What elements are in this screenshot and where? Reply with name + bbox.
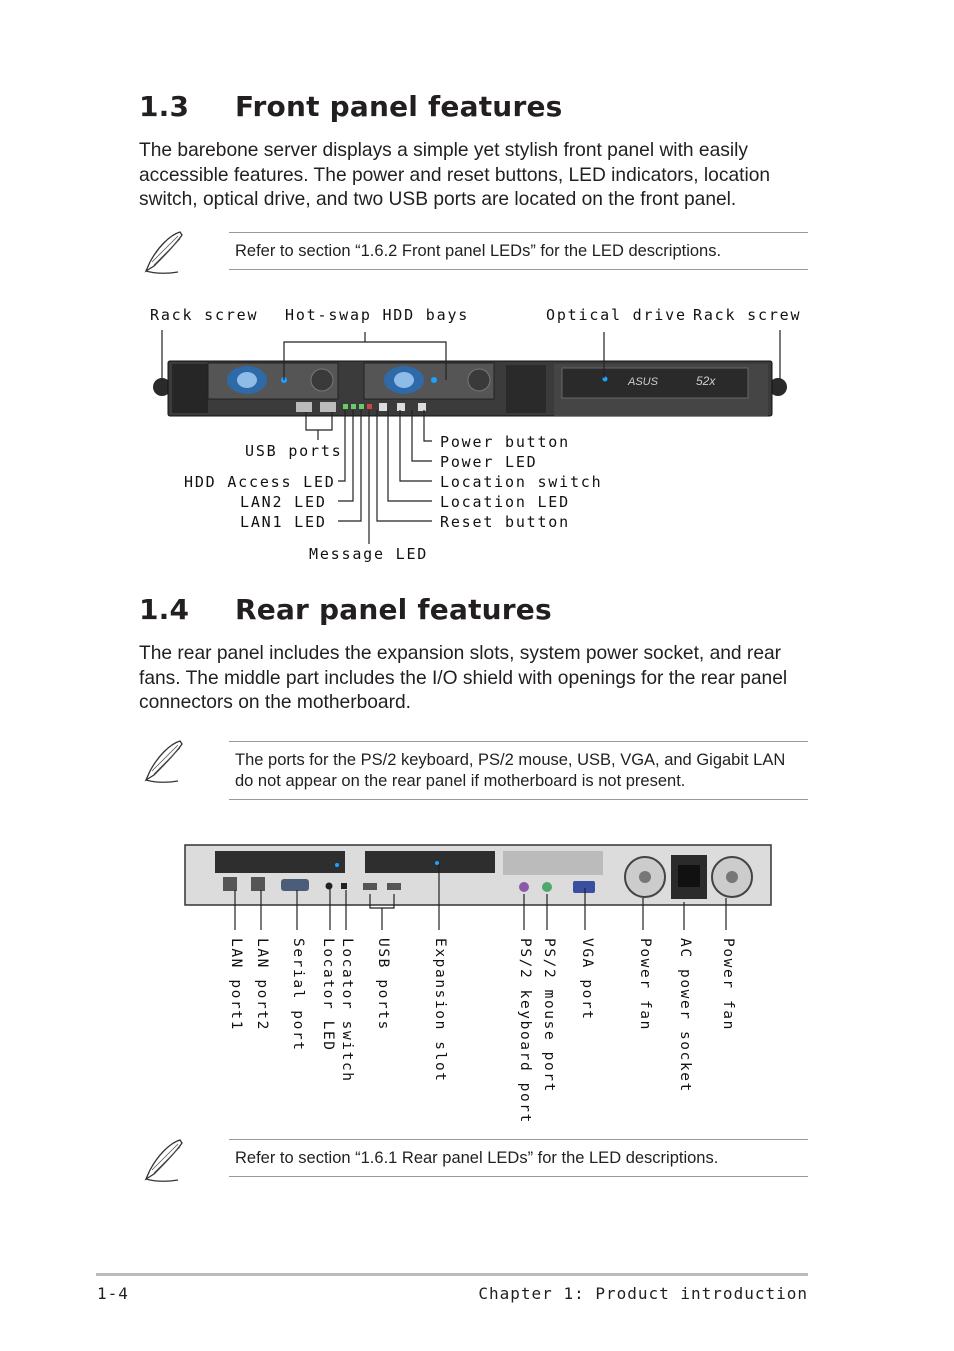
- label-lan2-led: LAN2 LED: [240, 493, 327, 511]
- rear-leader-lines: [0, 860, 954, 960]
- label-locator-switch: Locator switch: [339, 938, 355, 1083]
- label-message-led: Message LED: [309, 545, 429, 563]
- label-lan1-led: LAN1 LED: [240, 513, 327, 531]
- rear-note: [229, 741, 808, 800]
- drive-speed-text: 52x: [696, 374, 716, 388]
- label-ps2-keyboard-port: PS/2 keyboard port: [517, 938, 533, 1124]
- label-power-fan-1: Power fan: [637, 938, 653, 1031]
- label-locator-led: Locator LED: [320, 938, 336, 1052]
- label-power-led: Power LED: [440, 453, 538, 471]
- section-title: Rear panel features: [235, 593, 552, 626]
- label-ps2-mouse-port: PS/2 mouse port: [541, 938, 557, 1093]
- label-usb-ports-rear: USB ports: [375, 938, 391, 1031]
- note-pencil-icon: [140, 1137, 186, 1185]
- label-serial-port: Serial port: [290, 938, 306, 1052]
- rear-note-2-text: Refer to section “1.6.1 Rear panel LEDs” for the LED descriptions.: [235, 1149, 719, 1167]
- section-title: Front panel features: [235, 90, 563, 123]
- label-expansion-slot: Expansion slot: [432, 938, 448, 1083]
- chapter-title: Chapter 1: Product introduction: [478, 1284, 808, 1303]
- note-pencil-icon: [140, 738, 186, 786]
- front-paragraph: The barebone server displays a simple yet stylish front panel with easily accessible features. The power and reset buttons, LED indicators, location switch, optical drive, and two USB ports are located on the front panel.: [139, 140, 771, 210]
- footer-rule: [96, 1273, 808, 1276]
- label-power-fan-2: Power fan: [720, 938, 736, 1031]
- label-location-led: Location LED: [440, 493, 570, 511]
- label-rack-screw-left: Rack screw: [150, 306, 259, 324]
- page-number: 1-4: [97, 1284, 129, 1303]
- label-hot-swap-hdd-bays: Hot-swap HDD bays: [285, 306, 470, 324]
- section-number: 1.4: [139, 593, 190, 626]
- rear-paragraph: The rear panel includes the expansion slots, system power socket, and rear fans. The middle part includes the I/O shield with openings for the rear panel connectors on the motherboard.: [139, 643, 788, 713]
- label-vga-port: VGA port: [579, 938, 595, 1021]
- label-lan-port2: LAN port2: [254, 938, 270, 1031]
- label-power-button: Power button: [440, 433, 570, 451]
- section-heading-rear: [139, 593, 839, 629]
- label-rack-screw-right: Rack screw: [693, 306, 802, 324]
- rear-note-text: The ports for the PS/2 keyboard, PS/2 mouse, USB, VGA, and Gigabit LAN do not appear on the rear panel if motherboard is not present.: [235, 751, 786, 790]
- label-location-switch: Location switch: [440, 473, 603, 491]
- label-ac-power-socket: AC power socket: [677, 938, 693, 1093]
- label-usb-ports-front: USB ports: [245, 442, 343, 460]
- label-reset-button: Reset button: [440, 513, 570, 531]
- rear-note-2: [229, 1139, 808, 1177]
- section-number: 1.3: [139, 90, 190, 123]
- drive-brand-text: ASUS: [628, 376, 658, 388]
- front-note-text: Refer to section “1.6.2 Front panel LEDs” for the LED descriptions.: [235, 242, 722, 260]
- label-optical-drive: Optical drive: [546, 306, 687, 324]
- label-lan-port1: LAN port1: [228, 938, 244, 1031]
- label-hdd-access-led: HDD Access LED: [184, 473, 336, 491]
